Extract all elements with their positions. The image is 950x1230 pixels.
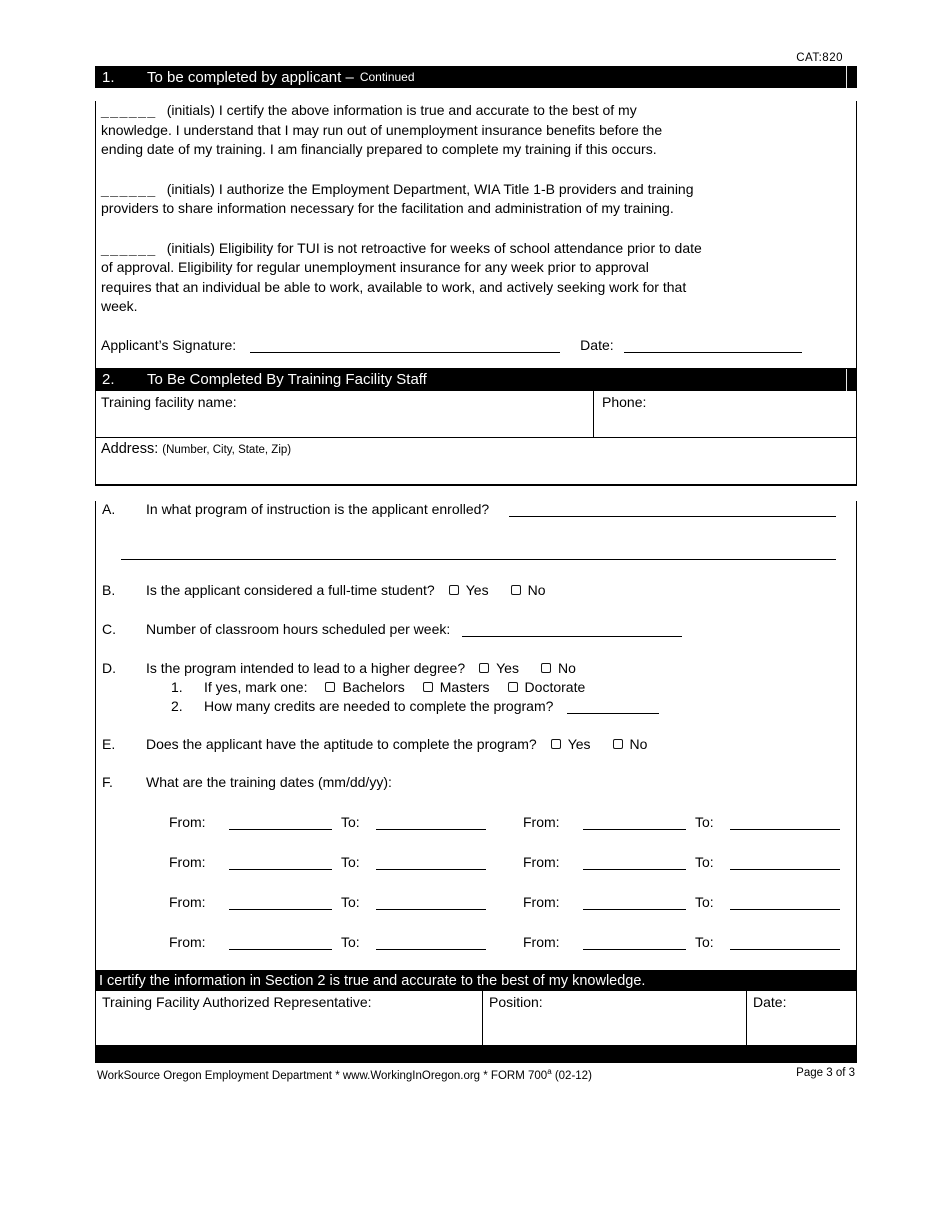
position-label: Position: — [489, 993, 543, 1010]
authorize-paragraph — [96, 180, 856, 219]
from-label: From: — [169, 933, 206, 950]
question-a-line[interactable] — [509, 502, 836, 517]
training-dates-row — [96, 893, 856, 910]
question-d — [96, 660, 856, 676]
question-c-line[interactable] — [462, 622, 682, 637]
to-label: To: — [341, 933, 360, 950]
no-checkbox[interactable] — [613, 739, 623, 749]
question-b — [96, 582, 856, 598]
section1-title-suffix: Continued — [359, 70, 415, 84]
form-sheet — [95, 0, 857, 1081]
to-label: To: — [341, 813, 360, 830]
cat-number: CAT:820 — [796, 52, 843, 64]
paragraph-line: week. — [101, 298, 138, 314]
question-e-letter: E. — [102, 735, 116, 752]
question-d-sub2 — [96, 698, 856, 714]
signature-row — [101, 334, 834, 353]
yes-checkbox[interactable] — [551, 739, 561, 749]
signature-date-line[interactable] — [624, 338, 802, 353]
no-label: No — [557, 659, 576, 676]
yes-label: Yes — [496, 659, 519, 676]
sub1-text: If yes, mark one: — [204, 678, 308, 695]
from-date-line[interactable] — [229, 895, 332, 910]
doctorate-checkbox[interactable] — [508, 682, 518, 692]
applicant-signature-label: Applicant’s Signature: — [101, 336, 237, 353]
from-date-line[interactable] — [583, 815, 686, 830]
from-label: From: — [169, 813, 206, 830]
to-label: To: — [695, 853, 714, 870]
to-label: To: — [695, 813, 714, 830]
facility-name-cell[interactable] — [96, 391, 594, 437]
question-b-letter: B. — [102, 581, 116, 598]
sub2-number: 2. — [171, 697, 183, 714]
to-date-line[interactable] — [376, 935, 486, 950]
address-cell[interactable] — [95, 438, 857, 486]
paragraph-line: requires that an individual be able to work, available to work, and actively seeking work for that — [101, 278, 687, 295]
masters-label: Masters — [439, 678, 490, 695]
facility-row — [95, 391, 857, 438]
phone-cell[interactable] — [594, 391, 856, 437]
initials-blank[interactable]: ______ — [101, 102, 157, 118]
to-date-line[interactable] — [376, 895, 486, 910]
paragraph-line: (initials) Eligibility for TUI is not retroactive for weeks of school attendance prior to date — [166, 239, 702, 256]
from-label: From: — [523, 893, 560, 910]
footer-form-id: WorkSource Oregon Employment Department * www.WorkingInOregon.org * FORM 700$^a$ (02-12) — [97, 1066, 592, 1082]
bachelors-label: Bachelors — [342, 678, 405, 695]
paragraph-line: ending date of my training. I am financially prepared to complete my training if this occurs. — [101, 141, 657, 157]
from-label: From: — [523, 933, 560, 950]
applicant-signature-line[interactable] — [250, 338, 560, 353]
certify-statement-bar — [95, 971, 857, 991]
training-dates-row — [96, 813, 856, 830]
question-a — [96, 501, 856, 517]
question-f — [96, 774, 856, 790]
training-dates-row — [96, 853, 856, 870]
no-label: No — [629, 735, 648, 752]
bottom-divider-bar — [95, 1046, 857, 1063]
to-date-line[interactable] — [730, 935, 840, 950]
paragraph-line: providers to share information necessary for the facilitation and administration of my training. — [101, 200, 674, 216]
paragraph-line: knowledge. I understand that I may run out of unemployment insurance benefits before the — [101, 121, 663, 138]
masters-checkbox[interactable] — [423, 682, 433, 692]
yes-checkbox[interactable] — [449, 585, 459, 595]
paragraph-line: (initials) I certify the above information is true and accurate to the best of my — [166, 102, 637, 118]
yes-checkbox[interactable] — [479, 663, 489, 673]
paragraph-line: (initials) I authorize the Employment Department, WIA Title 1-B providers and training — [166, 180, 694, 197]
question-a-line-2[interactable] — [121, 559, 836, 560]
training-dates-row — [96, 933, 856, 950]
from-label: From: — [169, 893, 206, 910]
rep-date-label: Date: — [753, 993, 787, 1010]
question-f-letter: F. — [102, 773, 113, 790]
section2-number: 2. — [102, 371, 115, 388]
no-label: No — [527, 581, 546, 598]
position-cell[interactable] — [483, 991, 747, 1045]
from-date-line[interactable] — [583, 935, 686, 950]
from-date-line[interactable] — [229, 935, 332, 950]
address-hint: (Number, City, State, Zip) — [162, 443, 292, 456]
section1-title: To be completed by applicant – — [147, 68, 354, 86]
from-date-line[interactable] — [583, 895, 686, 910]
sub1-number: 1. — [171, 678, 183, 695]
representative-row — [95, 991, 857, 1046]
questions-box — [95, 501, 857, 971]
to-label: To: — [695, 933, 714, 950]
initials-blank[interactable]: ______ — [101, 239, 157, 256]
bachelors-checkbox[interactable] — [325, 682, 335, 692]
question-c-text: Number of classroom hours scheduled per week: — [146, 620, 451, 637]
to-date-line[interactable] — [376, 855, 486, 870]
initials-blank[interactable]: ______ — [101, 180, 157, 197]
facility-name-label: Training facility name: — [101, 393, 237, 410]
no-checkbox[interactable] — [511, 585, 521, 595]
paragraph-line: of approval. Eligibility for regular unemployment insurance for any week prior to approval — [101, 259, 649, 275]
section2-header — [95, 369, 857, 391]
section1-number: 1. — [102, 68, 115, 86]
rep-date-cell[interactable] — [747, 991, 856, 1045]
phone-label: Phone: — [602, 393, 647, 410]
section1-body — [95, 101, 857, 369]
question-e-text: Does the applicant have the aptitude to complete the program? — [146, 735, 537, 752]
representative-label: Training Facility Authorized Representative: — [102, 993, 372, 1010]
address-label: Address: — [101, 440, 159, 457]
to-label: To: — [341, 853, 360, 870]
footer-page-number: Page 3 of 3 — [796, 1066, 855, 1079]
to-date-line[interactable] — [376, 815, 486, 830]
from-date-line[interactable] — [229, 815, 332, 830]
header-notch — [846, 369, 847, 391]
representative-cell[interactable] — [96, 991, 483, 1045]
question-a-letter: A. — [102, 500, 116, 517]
section2-title: To Be Completed By Training Facility Staff — [147, 371, 427, 388]
page-footer — [95, 1067, 857, 1082]
yes-label: Yes — [567, 735, 591, 752]
certify-paragraph — [96, 101, 856, 160]
question-f-text: What are the training dates (mm/dd/yy): — [146, 773, 392, 790]
to-label: To: — [695, 893, 714, 910]
sub2-text: How many credits are needed to complete the program? — [204, 697, 554, 714]
section1-header — [95, 66, 857, 88]
eligibility-paragraph — [96, 239, 856, 317]
question-e — [96, 736, 856, 752]
from-label: From: — [523, 813, 560, 830]
question-c — [96, 621, 856, 637]
no-checkbox[interactable] — [541, 663, 551, 673]
to-date-line[interactable] — [730, 855, 840, 870]
from-date-line[interactable] — [583, 855, 686, 870]
question-c-letter: C. — [102, 620, 116, 637]
header-notch — [846, 66, 847, 88]
question-a-text: In what program of instruction is the applicant enrolled? — [146, 500, 490, 517]
question-d-text: Is the program intended to lead to a higher degree? — [146, 659, 466, 676]
question-d-letter: D. — [102, 659, 116, 676]
to-date-line[interactable] — [730, 815, 840, 830]
question-b-text: Is the applicant considered a full-time student? — [146, 581, 435, 598]
to-label: To: — [341, 893, 360, 910]
question-d-sub1 — [96, 679, 856, 695]
to-date-line[interactable] — [730, 895, 840, 910]
from-label: From: — [523, 853, 560, 870]
yes-label: Yes — [465, 581, 489, 598]
from-label: From: — [169, 853, 206, 870]
doctorate-label: Doctorate — [524, 678, 586, 695]
from-date-line[interactable] — [229, 855, 332, 870]
credits-line[interactable] — [567, 699, 659, 714]
certify-text: I certify the information in Section 2 is true and accurate to the best of my knowledge. — [99, 972, 646, 989]
signature-date-label: Date: — [580, 336, 614, 353]
